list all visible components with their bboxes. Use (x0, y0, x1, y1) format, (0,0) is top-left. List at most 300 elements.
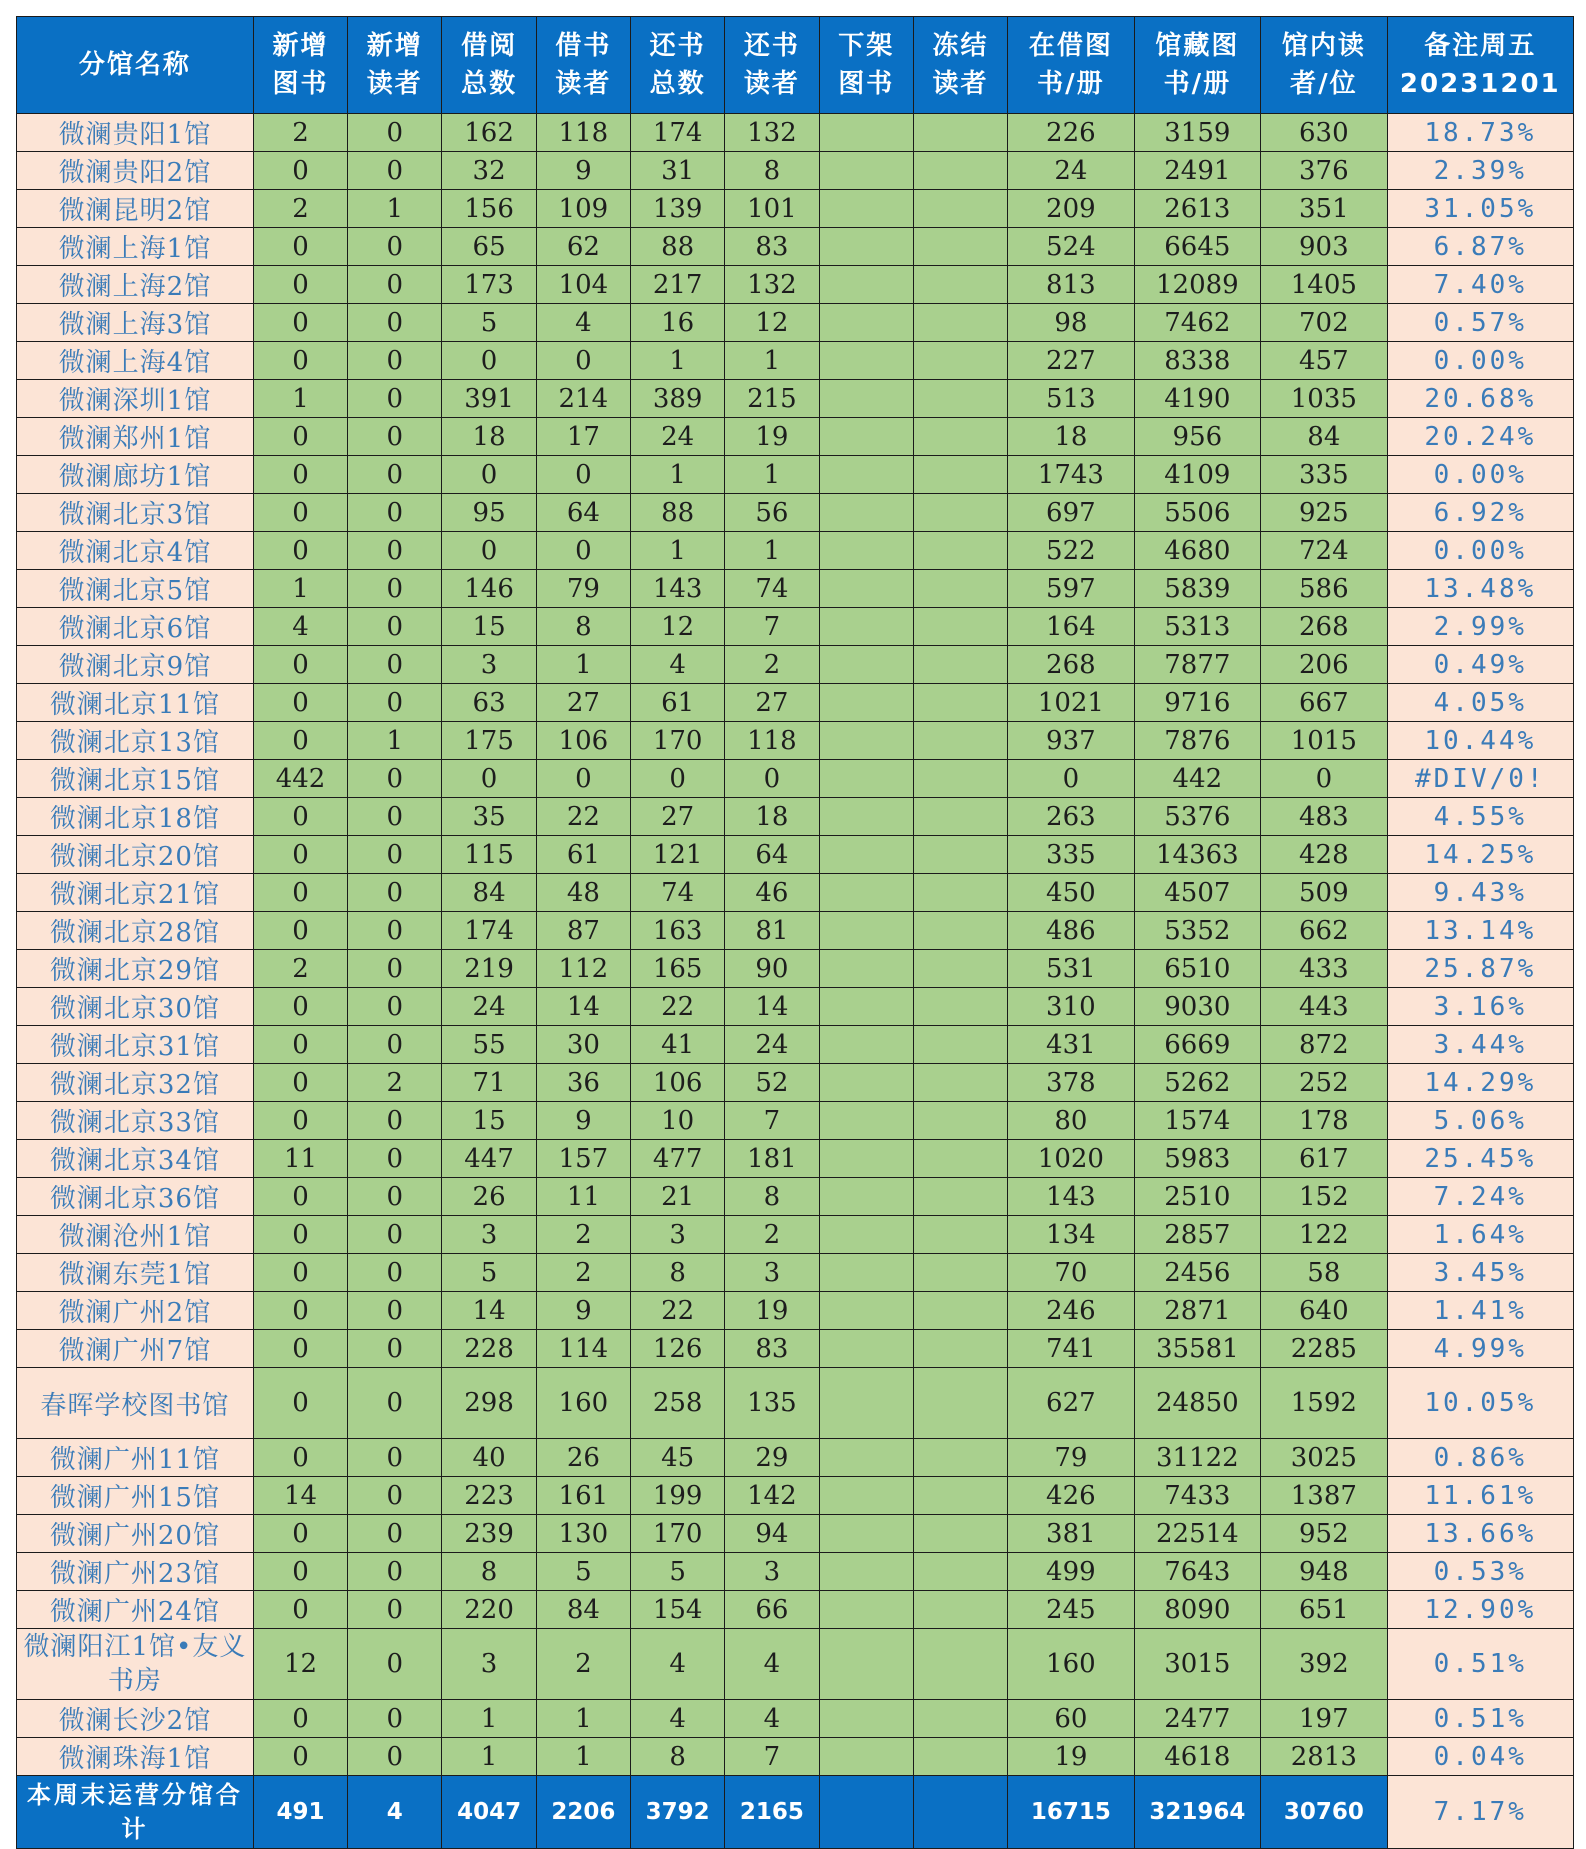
remark-percent-cell: 13.14% (1387, 912, 1573, 950)
value-cell: 132 (725, 266, 819, 304)
value-cell: 702 (1261, 304, 1387, 342)
table-row (17, 1368, 1574, 1439)
column-header-text: 冻结 (932, 31, 989, 61)
value-cell: 0 (348, 950, 442, 988)
value-cell: 433 (1261, 950, 1387, 988)
value-cell: 5262 (1134, 1064, 1260, 1102)
value-cell: 143 (631, 570, 725, 608)
value-cell: 126 (631, 1330, 725, 1368)
value-cell: 391 (442, 380, 536, 418)
value-cell: 4680 (1134, 532, 1260, 570)
value-cell: 154 (631, 1591, 725, 1629)
table-row (17, 1439, 1574, 1477)
value-cell: 4 (253, 608, 347, 646)
column-header-text: 图书 (272, 69, 329, 99)
value-cell: 0 (348, 342, 442, 380)
remark-percent-cell: 18.73% (1387, 114, 1573, 152)
value-cell: 5376 (1134, 798, 1260, 836)
value-cell: 4 (631, 1629, 725, 1700)
value-cell (913, 1700, 1007, 1738)
value-cell: 45 (631, 1439, 725, 1477)
branch-name-cell: 微澜广州11馆 (17, 1439, 254, 1477)
table-row (17, 1477, 1574, 1515)
value-cell (913, 912, 1007, 950)
branch-name-cell: 微澜珠海1馆 (17, 1738, 254, 1776)
value-cell: 4618 (1134, 1738, 1260, 1776)
column-header (1008, 17, 1134, 114)
value-cell: 160 (1008, 1629, 1134, 1700)
remark-percent-cell: 4.05% (1387, 684, 1573, 722)
value-cell (913, 456, 1007, 494)
branch-name-cell: 微澜北京34馆 (17, 1140, 254, 1178)
value-cell: 6669 (1134, 1026, 1260, 1064)
value-cell (913, 950, 1007, 988)
value-cell (913, 608, 1007, 646)
remark-percent-cell: 0.57% (1387, 304, 1573, 342)
value-cell: 197 (1261, 1700, 1387, 1738)
value-cell: 0 (348, 1292, 442, 1330)
branch-name-cell: 微澜北京36馆 (17, 1178, 254, 1216)
value-cell: 122 (1261, 1216, 1387, 1254)
remark-percent-cell: 6.87% (1387, 228, 1573, 266)
total-percent-cell: 7.17% (1387, 1776, 1573, 1849)
value-cell: 0 (253, 1064, 347, 1102)
value-cell (819, 950, 913, 988)
value-cell: 84 (536, 1591, 630, 1629)
value-cell: 3159 (1134, 114, 1260, 152)
value-cell: 524 (1008, 228, 1134, 266)
value-cell: 0 (348, 874, 442, 912)
column-header-text: 读者 (932, 69, 989, 99)
value-cell: 1 (536, 646, 630, 684)
column-header-text: 馆内读 (1281, 31, 1366, 61)
value-cell: 1 (253, 380, 347, 418)
value-cell: 0 (348, 152, 442, 190)
table-row (17, 1591, 1574, 1629)
table-row (17, 1700, 1574, 1738)
value-cell: 1 (536, 1700, 630, 1738)
value-cell: 0 (253, 684, 347, 722)
value-cell (913, 304, 1007, 342)
value-cell: 118 (536, 114, 630, 152)
remark-percent-cell: 9.43% (1387, 874, 1573, 912)
column-header (819, 17, 913, 114)
column-header-text: 读者 (743, 69, 800, 99)
value-cell (819, 1515, 913, 1553)
value-cell: 3 (725, 1553, 819, 1591)
value-cell (913, 836, 1007, 874)
table-row (17, 684, 1574, 722)
value-cell (819, 1140, 913, 1178)
value-cell: 513 (1008, 380, 1134, 418)
value-cell: 27 (725, 684, 819, 722)
value-cell: 12 (253, 1629, 347, 1700)
value-cell: 8090 (1134, 1591, 1260, 1629)
value-cell: 98 (1008, 304, 1134, 342)
table-row (17, 988, 1574, 1026)
value-cell: 486 (1008, 912, 1134, 950)
branch-name-cell: 微澜上海3馆 (17, 304, 254, 342)
remark-percent-cell: 20.24% (1387, 418, 1573, 456)
value-cell: 66 (725, 1591, 819, 1629)
value-cell: 56 (725, 494, 819, 532)
value-cell: 6510 (1134, 950, 1260, 988)
value-cell: 61 (536, 836, 630, 874)
value-cell (913, 228, 1007, 266)
value-cell: 88 (631, 228, 725, 266)
branch-name-cell: 微澜广州20馆 (17, 1515, 254, 1553)
value-cell: 146 (442, 570, 536, 608)
value-cell (819, 608, 913, 646)
value-cell: 428 (1261, 836, 1387, 874)
value-cell: 80 (1008, 1102, 1134, 1140)
value-cell: 175 (442, 722, 536, 760)
value-cell (913, 1738, 1007, 1776)
value-cell: 0 (253, 152, 347, 190)
value-cell: 64 (725, 836, 819, 874)
value-cell: 5506 (1134, 494, 1260, 532)
value-cell: 5839 (1134, 570, 1260, 608)
value-cell: 246 (1008, 1292, 1134, 1330)
value-cell: 62 (536, 228, 630, 266)
value-cell: 9 (536, 1102, 630, 1140)
branch-name-cell: 微澜广州23馆 (17, 1553, 254, 1591)
value-cell: 5 (536, 1553, 630, 1591)
value-cell (913, 114, 1007, 152)
value-cell (913, 1064, 1007, 1102)
column-header-text: 借阅 (461, 31, 518, 61)
value-cell: 2 (253, 114, 347, 152)
value-cell: 7433 (1134, 1477, 1260, 1515)
value-cell: 1035 (1261, 380, 1387, 418)
column-header-text: 还书 (743, 31, 800, 61)
value-cell (819, 1102, 913, 1140)
branch-name-cell: 微澜北京11馆 (17, 684, 254, 722)
value-cell: 1387 (1261, 1477, 1387, 1515)
value-cell: 223 (442, 1477, 536, 1515)
table-row (17, 722, 1574, 760)
branch-name-cell: 微澜北京6馆 (17, 608, 254, 646)
value-cell: 0 (348, 988, 442, 1026)
value-cell: 1574 (1134, 1102, 1260, 1140)
value-cell: 617 (1261, 1140, 1387, 1178)
table-row (17, 1026, 1574, 1064)
value-cell (819, 1700, 913, 1738)
value-cell: 0 (348, 380, 442, 418)
value-cell: 26 (442, 1178, 536, 1216)
value-cell: 872 (1261, 1026, 1387, 1064)
value-cell: 24850 (1134, 1368, 1260, 1439)
value-cell: 9 (536, 152, 630, 190)
value-cell: 217 (631, 266, 725, 304)
value-cell: 0 (253, 798, 347, 836)
value-cell: 0 (348, 1368, 442, 1439)
value-cell: 0 (725, 760, 819, 798)
column-header-text: 读者 (366, 69, 423, 99)
column-header-text: 分馆名称 (78, 50, 191, 80)
value-cell: 0 (253, 836, 347, 874)
table-row (17, 836, 1574, 874)
value-cell: 1405 (1261, 266, 1387, 304)
column-header-text: 总数 (649, 69, 706, 99)
value-cell: 531 (1008, 950, 1134, 988)
value-cell: 14 (725, 988, 819, 1026)
branch-name-cell: 微澜北京31馆 (17, 1026, 254, 1064)
value-cell: 156 (442, 190, 536, 228)
value-cell: 0 (253, 646, 347, 684)
branch-name-cell: 微澜北京9馆 (17, 646, 254, 684)
value-cell: 0 (536, 532, 630, 570)
value-cell: 8 (631, 1738, 725, 1776)
value-cell: 0 (253, 1553, 347, 1591)
value-cell: 0 (348, 836, 442, 874)
value-cell: 160 (536, 1368, 630, 1439)
remark-percent-cell: 0.51% (1387, 1629, 1573, 1700)
table-row (17, 152, 1574, 190)
value-cell (819, 1216, 913, 1254)
remark-percent-cell: 0.86% (1387, 1439, 1573, 1477)
value-cell: 310 (1008, 988, 1134, 1026)
value-cell: 667 (1261, 684, 1387, 722)
value-cell: 378 (1008, 1064, 1134, 1102)
column-header-text: 者/位 (1290, 69, 1358, 99)
branch-name-cell: 微澜昆明2馆 (17, 190, 254, 228)
value-cell (913, 532, 1007, 570)
column-header (253, 17, 347, 114)
value-cell (819, 1292, 913, 1330)
value-cell (913, 1330, 1007, 1368)
value-cell: 447 (442, 1140, 536, 1178)
value-cell: 431 (1008, 1026, 1134, 1064)
branch-name-cell: 微澜北京32馆 (17, 1064, 254, 1102)
value-cell (819, 494, 913, 532)
remark-percent-cell: 12.90% (1387, 1591, 1573, 1629)
value-cell: 2 (253, 190, 347, 228)
value-cell: 134 (1008, 1216, 1134, 1254)
value-cell: 24 (725, 1026, 819, 1064)
value-cell: 170 (631, 722, 725, 760)
value-cell: 1 (725, 456, 819, 494)
value-cell: 0 (253, 1738, 347, 1776)
remark-percent-cell: 14.29% (1387, 1064, 1573, 1102)
value-cell: 0 (348, 228, 442, 266)
value-cell: 2510 (1134, 1178, 1260, 1216)
value-cell: 1 (631, 342, 725, 380)
value-cell: 0 (1008, 760, 1134, 798)
value-cell (913, 1553, 1007, 1591)
value-cell: 0 (253, 1700, 347, 1738)
value-cell: 178 (1261, 1102, 1387, 1140)
value-cell: 152 (1261, 1178, 1387, 1216)
value-cell: 0 (348, 1439, 442, 1477)
value-cell: 109 (536, 190, 630, 228)
value-cell: 63 (442, 684, 536, 722)
value-cell (819, 1439, 913, 1477)
value-cell: 1 (725, 532, 819, 570)
value-cell (913, 570, 1007, 608)
value-cell: 903 (1261, 228, 1387, 266)
total-value-cell: 2165 (725, 1776, 819, 1849)
value-cell: 1 (442, 1738, 536, 1776)
table-row (17, 912, 1574, 950)
value-cell: 0 (253, 1368, 347, 1439)
value-cell: 0 (348, 266, 442, 304)
value-cell: 5352 (1134, 912, 1260, 950)
column-header (631, 17, 725, 114)
total-value-cell: 3792 (631, 1776, 725, 1849)
value-cell (819, 798, 913, 836)
value-cell: 106 (631, 1064, 725, 1102)
value-cell: 3 (442, 646, 536, 684)
remark-percent-cell: 1.41% (1387, 1292, 1573, 1330)
value-cell: 0 (631, 760, 725, 798)
value-cell: 0 (536, 456, 630, 494)
total-value-cell: 2206 (536, 1776, 630, 1849)
value-cell: 163 (631, 912, 725, 950)
value-cell: 4 (725, 1700, 819, 1738)
column-header-text: 在借图 (1028, 31, 1113, 61)
value-cell: 1592 (1261, 1368, 1387, 1439)
value-cell: 27 (536, 684, 630, 722)
value-cell: 215 (725, 380, 819, 418)
value-cell (819, 266, 913, 304)
value-cell (819, 1254, 913, 1292)
value-cell: 209 (1008, 190, 1134, 228)
value-cell: 2 (725, 646, 819, 684)
value-cell: 174 (442, 912, 536, 950)
value-cell: 586 (1261, 570, 1387, 608)
value-cell (913, 684, 1007, 722)
total-value-cell (913, 1776, 1007, 1849)
value-cell: 61 (631, 684, 725, 722)
branch-name-cell: 微澜北京28馆 (17, 912, 254, 950)
value-cell: 0 (253, 342, 347, 380)
branch-name-cell: 微澜北京29馆 (17, 950, 254, 988)
value-cell (913, 1591, 1007, 1629)
value-cell: 1 (253, 570, 347, 608)
value-cell: 239 (442, 1515, 536, 1553)
value-cell: 0 (536, 760, 630, 798)
value-cell: 0 (253, 1292, 347, 1330)
value-cell: 1020 (1008, 1140, 1134, 1178)
value-cell: 2491 (1134, 152, 1260, 190)
table-row (17, 456, 1574, 494)
value-cell (819, 874, 913, 912)
column-header-text: 借书 (555, 31, 612, 61)
value-cell (819, 646, 913, 684)
value-cell: 206 (1261, 646, 1387, 684)
table-row (17, 1216, 1574, 1254)
value-cell: 450 (1008, 874, 1134, 912)
value-cell: 40 (442, 1439, 536, 1477)
value-cell: 7462 (1134, 304, 1260, 342)
value-cell: 46 (725, 874, 819, 912)
value-cell (819, 342, 913, 380)
value-cell (913, 1216, 1007, 1254)
value-cell: 956 (1134, 418, 1260, 456)
value-cell (819, 1178, 913, 1216)
value-cell: 118 (725, 722, 819, 760)
value-cell (819, 228, 913, 266)
branch-name-cell: 微澜沧州1馆 (17, 1216, 254, 1254)
table-row (17, 1102, 1574, 1140)
value-cell: 0 (348, 1700, 442, 1738)
value-cell (913, 1477, 1007, 1515)
column-header (725, 17, 819, 114)
value-cell: 84 (1261, 418, 1387, 456)
remark-percent-cell: 10.05% (1387, 1368, 1573, 1439)
value-cell: 442 (253, 760, 347, 798)
branch-name-cell: 微澜北京20馆 (17, 836, 254, 874)
value-cell: 24 (1008, 152, 1134, 190)
value-cell: 724 (1261, 532, 1387, 570)
column-header-text: 读者 (555, 69, 612, 99)
branch-name-cell: 微澜广州15馆 (17, 1477, 254, 1515)
value-cell: 4507 (1134, 874, 1260, 912)
value-cell: 181 (725, 1140, 819, 1178)
value-cell: 41 (631, 1026, 725, 1064)
value-cell: 426 (1008, 1477, 1134, 1515)
value-cell: 30 (536, 1026, 630, 1064)
value-cell (819, 684, 913, 722)
value-cell (819, 380, 913, 418)
value-cell: 4 (725, 1629, 819, 1700)
table-row (17, 418, 1574, 456)
value-cell: 9030 (1134, 988, 1260, 1026)
value-cell: 8338 (1134, 342, 1260, 380)
value-cell: 640 (1261, 1292, 1387, 1330)
table-row (17, 304, 1574, 342)
value-cell: 16 (631, 304, 725, 342)
table-row (17, 646, 1574, 684)
value-cell: 2 (536, 1254, 630, 1292)
value-cell: 87 (536, 912, 630, 950)
value-cell: 630 (1261, 114, 1387, 152)
value-cell: 143 (1008, 1178, 1134, 1216)
table-row (17, 760, 1574, 798)
value-cell: 60 (1008, 1700, 1134, 1738)
value-cell: 392 (1261, 1629, 1387, 1700)
value-cell (819, 456, 913, 494)
table-row (17, 190, 1574, 228)
value-cell: 4 (536, 304, 630, 342)
value-cell: 0 (348, 1254, 442, 1292)
value-cell (819, 1330, 913, 1368)
column-header (536, 17, 630, 114)
value-cell: 0 (253, 1216, 347, 1254)
table-row (17, 1292, 1574, 1330)
value-cell: 18 (442, 418, 536, 456)
value-cell (819, 570, 913, 608)
value-cell: 4 (631, 646, 725, 684)
value-cell: 36 (536, 1064, 630, 1102)
value-cell: 0 (348, 760, 442, 798)
column-header-text: 书/册 (1037, 69, 1105, 99)
total-value-cell: 491 (253, 1776, 347, 1849)
value-cell: 83 (725, 228, 819, 266)
value-cell: 0 (442, 532, 536, 570)
value-cell: 14 (442, 1292, 536, 1330)
column-header (1387, 17, 1573, 114)
value-cell: 0 (348, 1140, 442, 1178)
value-cell (913, 1629, 1007, 1700)
value-cell: 18 (1008, 418, 1134, 456)
value-cell: 0 (348, 1515, 442, 1553)
branch-name-cell: 微澜深圳1馆 (17, 380, 254, 418)
value-cell: 2477 (1134, 1700, 1260, 1738)
remark-percent-cell: 7.40% (1387, 266, 1573, 304)
remark-percent-cell: 3.45% (1387, 1254, 1573, 1292)
